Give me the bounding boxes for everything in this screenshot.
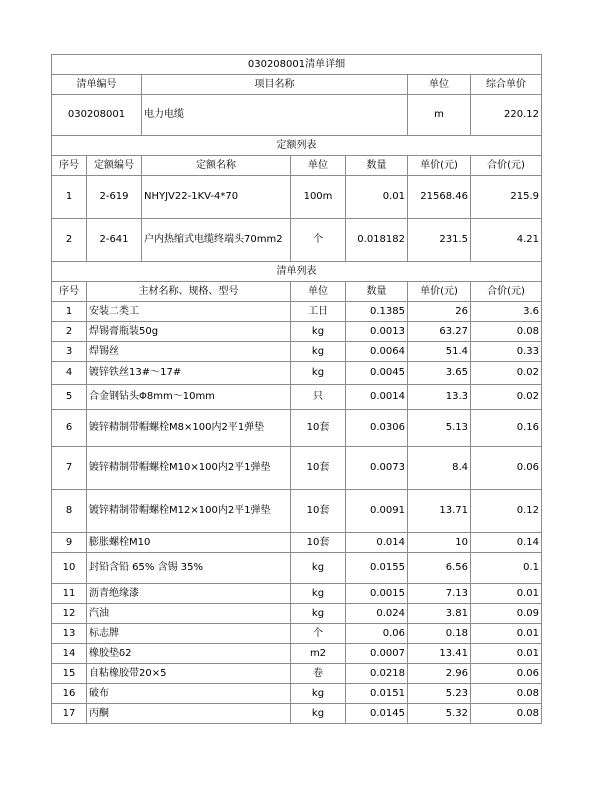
material-cell: 26 xyxy=(408,302,471,322)
material-cell: 0.0151 xyxy=(346,684,408,704)
material-row xyxy=(52,624,542,644)
material-row xyxy=(52,604,542,624)
material-cell: 汽油 xyxy=(87,604,291,624)
material-cell: 膨胀螺栓M10 xyxy=(87,533,291,553)
material-row xyxy=(52,385,542,410)
quota-cell: 2 xyxy=(52,219,87,262)
material-cell: 工日 xyxy=(291,302,346,322)
material-row xyxy=(52,684,542,704)
quota-cell: 1 xyxy=(52,176,87,219)
material-cell: 0.0014 xyxy=(346,385,408,410)
material-row xyxy=(52,490,542,533)
material-cell: 0.18 xyxy=(408,624,471,644)
material-cell: 镀锌精制带帽螺栓M10×100内2平1弹垫 xyxy=(87,447,291,490)
quota-column-header: 数量 xyxy=(346,156,408,176)
material-cell: 14 xyxy=(52,644,87,664)
material-row xyxy=(52,553,542,584)
material-cell: 自粘橡胶带20×5 xyxy=(87,664,291,684)
material-cell: 镀锌精制带帽螺栓M12×100内2平1弹垫 xyxy=(87,490,291,533)
material-cell: kg xyxy=(291,584,346,604)
material-row xyxy=(52,704,542,724)
material-cell: 0.33 xyxy=(471,342,542,362)
material-column-header: 单位 xyxy=(291,282,346,302)
bill-detail-sheet xyxy=(51,54,541,724)
item-price: 220.12 xyxy=(471,95,542,136)
material-cell: 7 xyxy=(52,447,87,490)
material-row xyxy=(52,322,542,342)
material-row xyxy=(52,664,542,684)
material-cell: kg xyxy=(291,553,346,584)
material-cell: 个 xyxy=(291,624,346,644)
material-cell: 13 xyxy=(52,624,87,644)
material-cell: 10 xyxy=(408,533,471,553)
material-cell: 0.1385 xyxy=(346,302,408,322)
material-cell: 5.13 xyxy=(408,410,471,447)
quota-cell: 个 xyxy=(291,219,346,262)
material-cell: 0.12 xyxy=(471,490,542,533)
material-cell: 0.0045 xyxy=(346,362,408,385)
material-cell: 2 xyxy=(52,322,87,342)
quota-cell: 100m xyxy=(291,176,346,219)
material-cell: 0.0073 xyxy=(346,447,408,490)
material-cell: 3.81 xyxy=(408,604,471,624)
material-cell: 9 xyxy=(52,533,87,553)
material-cell: 2.96 xyxy=(408,664,471,684)
material-cell: 0.09 xyxy=(471,604,542,624)
code-header: 清单编号 xyxy=(52,75,142,95)
material-cell: 3.65 xyxy=(408,362,471,385)
material-cell: 7.13 xyxy=(408,584,471,604)
material-cell: 10套 xyxy=(291,490,346,533)
material-row xyxy=(52,302,542,322)
material-cell: 51.4 xyxy=(408,342,471,362)
quota-column-header: 单位 xyxy=(291,156,346,176)
material-row xyxy=(52,342,542,362)
material-row xyxy=(52,644,542,664)
quota-cell: 0.01 xyxy=(346,176,408,219)
material-cell: 0.01 xyxy=(471,644,542,664)
material-cell: 3.6 xyxy=(471,302,542,322)
material-cell: 10套 xyxy=(291,410,346,447)
material-cell: 0.02 xyxy=(471,385,542,410)
material-cell: 0.16 xyxy=(471,410,542,447)
material-cell: 焊锡丝 xyxy=(87,342,291,362)
material-header-row xyxy=(52,282,542,302)
material-cell: kg xyxy=(291,342,346,362)
material-cell: 0.02 xyxy=(471,362,542,385)
material-cell: 0.024 xyxy=(346,604,408,624)
material-column-header: 序号 xyxy=(52,282,87,302)
quota-section-title: 定额列表 xyxy=(52,136,542,156)
unit-header: 单位 xyxy=(408,75,471,95)
material-cell: 0.08 xyxy=(471,704,542,724)
material-cell: 0.0007 xyxy=(346,644,408,664)
material-row xyxy=(52,584,542,604)
material-column-header: 合价(元) xyxy=(471,282,542,302)
material-cell: 0.14 xyxy=(471,533,542,553)
material-cell: 0.01 xyxy=(471,624,542,644)
quota-cell: 2-619 xyxy=(87,176,142,219)
material-cell: 0.06 xyxy=(346,624,408,644)
material-cell: kg xyxy=(291,362,346,385)
quota-row xyxy=(52,219,542,262)
material-section-title: 清单列表 xyxy=(52,262,542,282)
material-cell: 13.41 xyxy=(408,644,471,664)
quota-cell: 21568.46 xyxy=(408,176,471,219)
material-cell: 16 xyxy=(52,684,87,704)
material-cell: 15 xyxy=(52,664,87,684)
material-cell: 0.0306 xyxy=(346,410,408,447)
material-cell: 0.01 xyxy=(471,584,542,604)
item-name: 电力电缆 xyxy=(142,95,408,136)
material-cell: 8.4 xyxy=(408,447,471,490)
material-cell: kg xyxy=(291,322,346,342)
quota-cell: 231.5 xyxy=(408,219,471,262)
material-cell: 4 xyxy=(52,362,87,385)
material-cell: 10套 xyxy=(291,533,346,553)
material-cell: 沥青绝缘漆 xyxy=(87,584,291,604)
material-cell: 8 xyxy=(52,490,87,533)
quota-column-header: 单价(元) xyxy=(408,156,471,176)
material-cell: 0.08 xyxy=(471,684,542,704)
item-code: 030208001 xyxy=(52,95,142,136)
material-cell: 只 xyxy=(291,385,346,410)
material-cell: 10套 xyxy=(291,447,346,490)
material-cell: 焊锡膏瓶装50g xyxy=(87,322,291,342)
material-cell: 5.32 xyxy=(408,704,471,724)
quota-cell: 户内热缩式电缆终端头70mm2 xyxy=(142,219,291,262)
quota-cell: 4.21 xyxy=(471,219,542,262)
material-cell: 12 xyxy=(52,604,87,624)
material-cell: 63.27 xyxy=(408,322,471,342)
material-cell: 安装二类工 xyxy=(87,302,291,322)
bill-detail-table xyxy=(51,54,542,724)
material-cell: 0.0145 xyxy=(346,704,408,724)
material-cell: 6 xyxy=(52,410,87,447)
quota-cell: 215.9 xyxy=(471,176,542,219)
material-cell: 0.08 xyxy=(471,322,542,342)
material-cell: 标志牌 xyxy=(87,624,291,644)
material-column-header: 主材名称、规格、型号 xyxy=(87,282,291,302)
quota-column-header: 合价(元) xyxy=(471,156,542,176)
material-cell: 0.0218 xyxy=(346,664,408,684)
material-cell: 0.0015 xyxy=(346,584,408,604)
quota-column-header: 定额编号 xyxy=(87,156,142,176)
page-title: 030208001清单详细 xyxy=(52,55,542,75)
material-cell: 0.014 xyxy=(346,533,408,553)
material-cell: 5 xyxy=(52,385,87,410)
material-cell: 10 xyxy=(52,553,87,584)
material-cell: 0.1 xyxy=(471,553,542,584)
material-row xyxy=(52,410,542,447)
material-cell: 0.0091 xyxy=(346,490,408,533)
material-cell: 丙酮 xyxy=(87,704,291,724)
material-cell: 0.06 xyxy=(471,447,542,490)
material-cell: 镀锌精制带帽螺栓M8×100内2平1弹垫 xyxy=(87,410,291,447)
material-section-title-row xyxy=(52,262,542,282)
material-column-header: 单价(元) xyxy=(408,282,471,302)
price-header: 综合单价 xyxy=(471,75,542,95)
material-cell: 合金钢钻头Φ8mm～10mm xyxy=(87,385,291,410)
quota-row xyxy=(52,176,542,219)
material-cell: 3 xyxy=(52,342,87,362)
material-cell: 封铅含铅 65% 含锡 35% xyxy=(87,553,291,584)
material-cell: 11 xyxy=(52,584,87,604)
material-cell: 1 xyxy=(52,302,87,322)
material-cell: 卷 xyxy=(291,664,346,684)
material-cell: 6.56 xyxy=(408,553,471,584)
material-row xyxy=(52,447,542,490)
material-cell: 17 xyxy=(52,704,87,724)
material-cell: 0.0155 xyxy=(346,553,408,584)
material-cell: 镀锌铁丝13#～17# xyxy=(87,362,291,385)
item-unit: m xyxy=(408,95,471,136)
quota-header-row xyxy=(52,156,542,176)
material-cell: 破布 xyxy=(87,684,291,704)
quota-cell: 2-641 xyxy=(87,219,142,262)
material-cell: m2 xyxy=(291,644,346,664)
material-cell: 0.0064 xyxy=(346,342,408,362)
material-cell: kg xyxy=(291,704,346,724)
material-cell: 0.06 xyxy=(471,664,542,684)
material-cell: 5.23 xyxy=(408,684,471,704)
name-header: 项目名称 xyxy=(142,75,408,95)
material-cell: kg xyxy=(291,604,346,624)
quota-column-header: 序号 xyxy=(52,156,87,176)
quota-cell: NHYJV22-1KV-4*70 xyxy=(142,176,291,219)
material-cell: 13.71 xyxy=(408,490,471,533)
quota-cell: 0.018182 xyxy=(346,219,408,262)
material-cell: 13.3 xyxy=(408,385,471,410)
material-cell: 橡胶垫δ2 xyxy=(87,644,291,664)
material-cell: 0.0013 xyxy=(346,322,408,342)
material-column-header: 数量 xyxy=(346,282,408,302)
quota-column-header: 定额名称 xyxy=(142,156,291,176)
material-row xyxy=(52,362,542,385)
material-cell: kg xyxy=(291,684,346,704)
material-row xyxy=(52,533,542,553)
